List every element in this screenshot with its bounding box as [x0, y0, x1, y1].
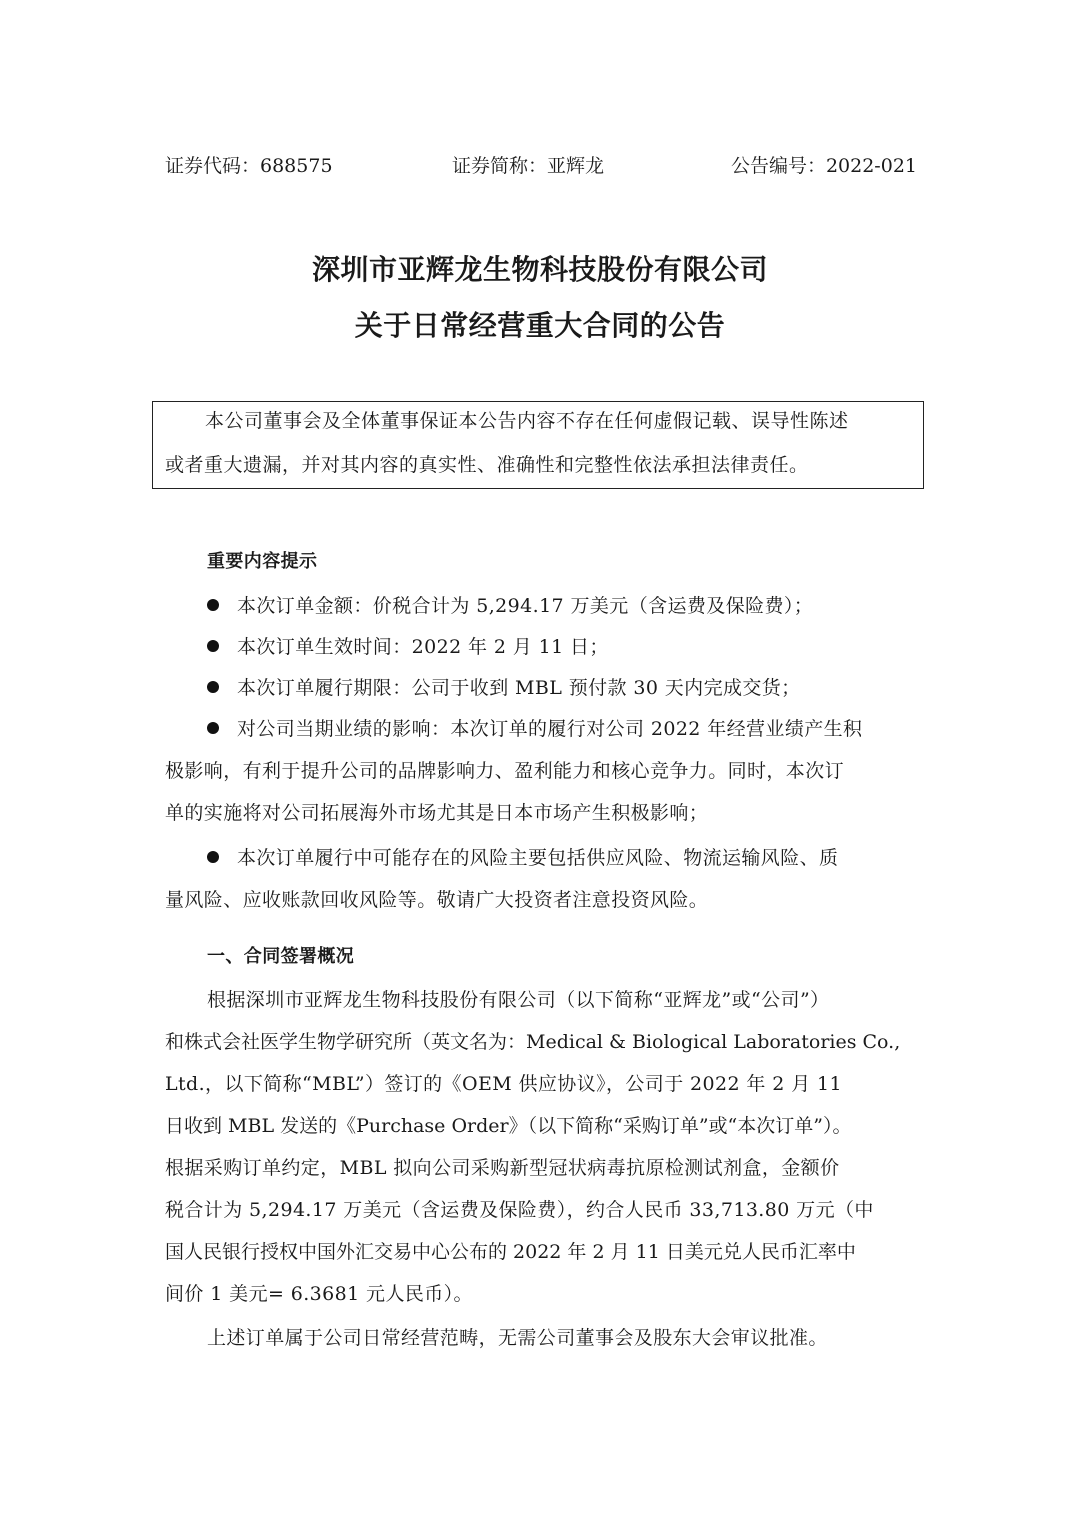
bullet-icon [207, 851, 219, 863]
highlight-item: 本次订单履行期限：公司于收到 MBL 预付款 30 天内完成交货； [207, 673, 917, 703]
highlight-item: 本次订单金额：价税合计为 5,294.17 万美元（含运费及保险费）； [207, 591, 917, 621]
paragraph-line: Ltd.，以下简称“MBL”）签订的《OEM 供应协议》，公司于 2022 年 2 月 11 [165, 1073, 843, 1095]
security-code: 证券代码：688575 [165, 155, 333, 177]
announcement-title: 关于日常经营重大合同的公告 [354, 309, 726, 342]
highlight-item: 本次订单履行中可能存在的风险主要包括供应风险、物流运输风险、质 [207, 843, 917, 873]
paragraph-line: 根据深圳市亚辉龙生物科技股份有限公司（以下简称“亚辉龙”或“公司”） [207, 989, 830, 1011]
company-title: 深圳市亚辉龙生物科技股份有限公司 [311, 253, 768, 286]
document-header [165, 150, 917, 182]
bullet-icon [207, 722, 219, 734]
highlight-item: 本次订单生效时间：2022 年 2 月 11 日； [207, 632, 917, 662]
highlight-item-continuation: 量风险、应收账款回收风险等。敬请广大投资者注意投资风险。 [165, 889, 709, 911]
announcement-number: 公告编号：2022-021 [730, 155, 917, 177]
section-heading: 一、合同签署概况 [207, 946, 355, 967]
board-statement-line: 本公司董事会及全体董事保证本公告内容不存在任何虚假记载、误导性陈述 [205, 410, 849, 432]
bullet-icon [207, 599, 219, 611]
paragraph-line: 国人民银行授权中国外汇交易中心公布的 2022 年 2 月 11 日美元兑人民币汇率中 [165, 1241, 856, 1263]
bullet-icon [207, 640, 219, 652]
highlight-item-continuation: 单的实施将对公司拓展海外市场尤其是日本市场产生积极影响； [165, 802, 709, 824]
paragraph-line: 根据采购订单约定，MBL 拟向公司采购新型冠状病毒抗原检测试剂盒，金额价 [165, 1157, 840, 1179]
highlight-item-continuation: 极影响，有利于提升公司的品牌影响力、盈利能力和核心竞争力。同时，本次订 [165, 760, 845, 782]
bullet-icon [207, 681, 219, 693]
board-statement-box [152, 401, 924, 489]
paragraph-line: 和株式会社医学生物学研究所（英文名为：Medical & Biological Laboratories Co., [165, 1031, 901, 1053]
paragraph-line: 日收到 MBL 发送的《Purchase Order》（以下简称“采购订单”或“本次订单”）。 [165, 1115, 852, 1137]
highlight-item: 对公司当期业绩的影响：本次订单的履行对公司 2022 年经营业绩产生积 [207, 714, 917, 744]
highlights-heading: 重要内容提示 [207, 551, 318, 572]
paragraph-line: 间价 1 美元= 6.3681 元人民币）。 [165, 1283, 473, 1305]
paragraph-line: 税合计为 5,294.17 万美元（含运费及保险费），约合人民币 33,713.80 万元（中 [165, 1199, 874, 1221]
board-statement-line: 或者重大遗漏，并对其内容的真实性、准确性和完整性依法承担法律责任。 [165, 454, 809, 476]
paragraph-line: 上述订单属于公司日常经营范畴，无需公司董事会及股东大会审议批准。 [207, 1327, 828, 1349]
security-short-name: 证券简称：亚辉龙 [452, 155, 605, 177]
